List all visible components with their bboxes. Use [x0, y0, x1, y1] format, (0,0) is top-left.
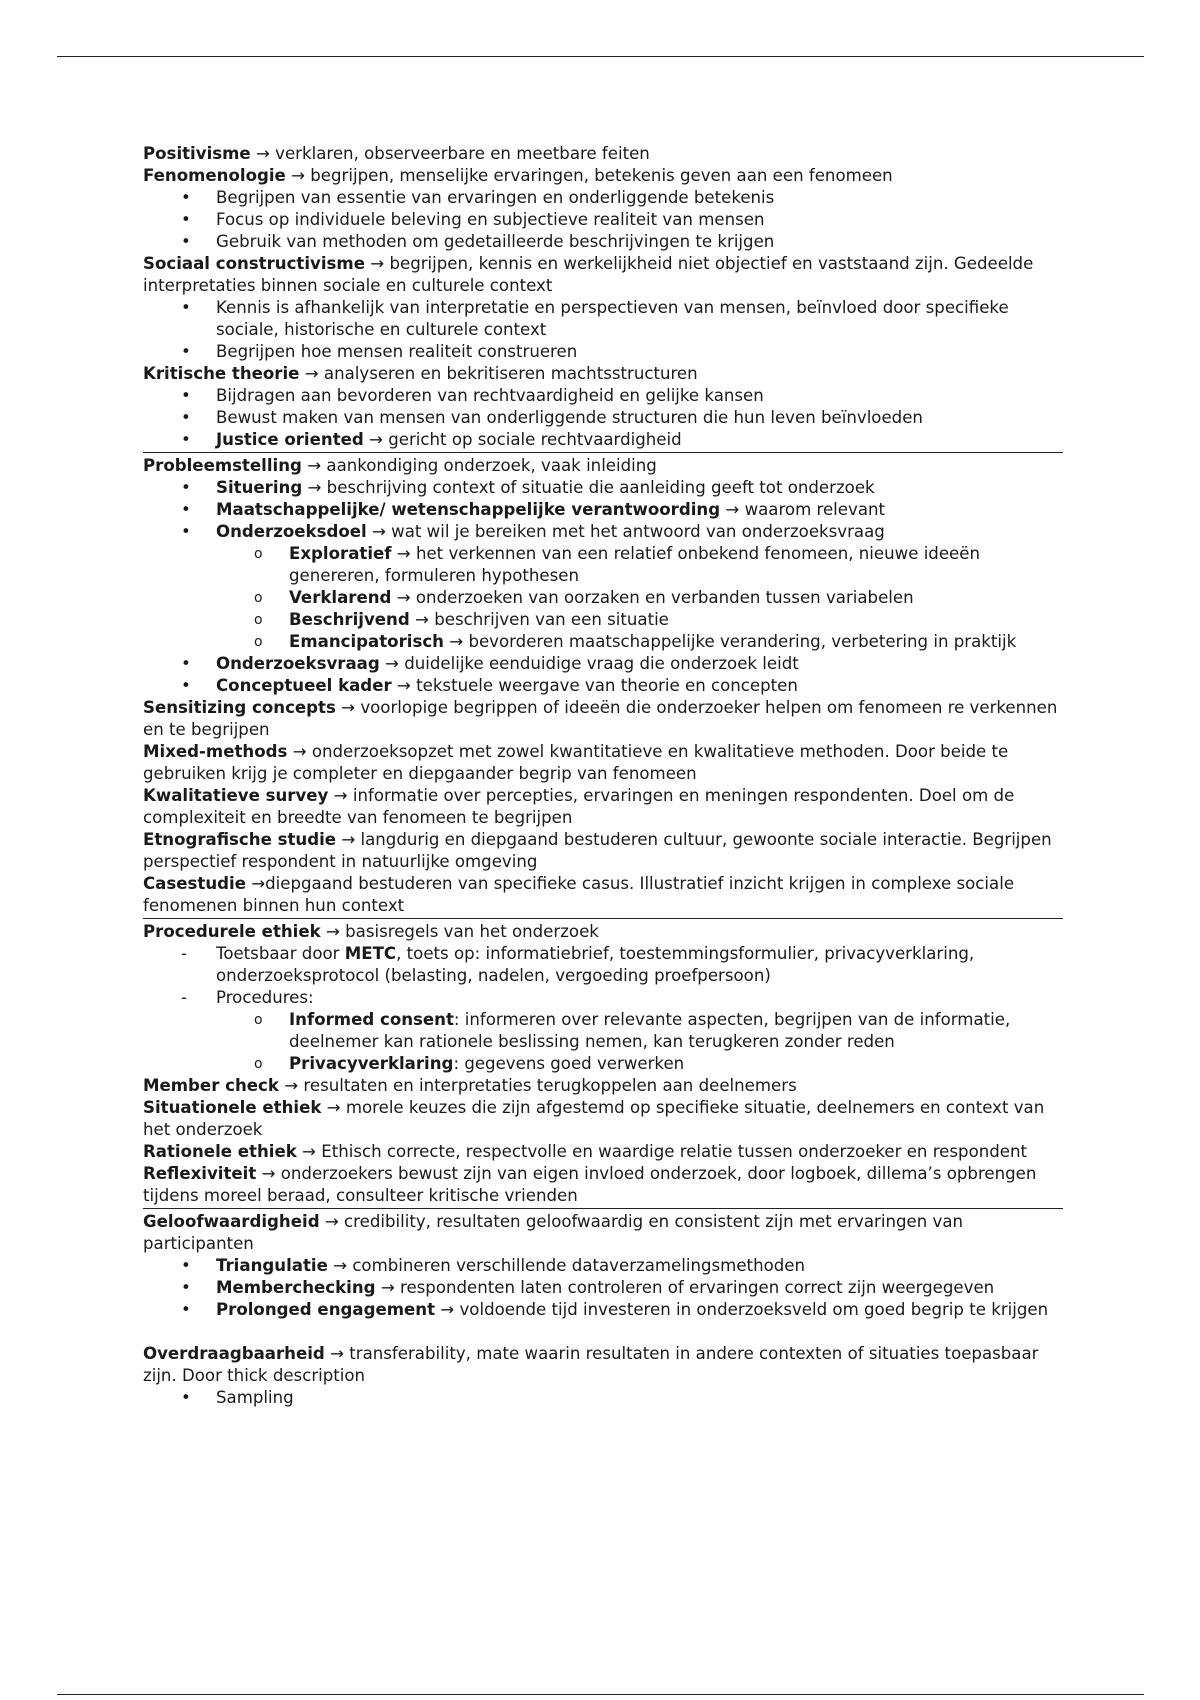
- circle-bullet-icon: o: [254, 546, 263, 562]
- bullet-icon: [181, 341, 201, 363]
- procedures-sublist: [143, 1009, 1063, 1075]
- overdraag-list: [143, 1387, 1063, 1409]
- list-item: • Onderzoeksvraag → duidelijke eenduidige vraag die onderzoek leidt: [143, 653, 1063, 675]
- def-casestudie: Casestudie →diepgaand bestuderen van specifieke casus. Illustratief inzicht krijgen in complexe sociale fenomenen binnen hun context: [143, 874, 1015, 915]
- list-item: • Kennis is afhankelijk van interpretatie en perspectieven van mensen, beïnvloed door specifieke sociale, historische en culturele context: [143, 297, 1063, 341]
- sub-list-item: o Beschrijvend → beschrijven van een situatie: [254, 610, 669, 629]
- list-item: • Prolonged engagement → voldoende tijd investeren in onderzoeksveld om goed begrip te krijgen: [143, 1299, 1063, 1321]
- bullet-icon: [181, 297, 201, 319]
- list-item: • Justice oriented → gericht op sociale rechtvaardigheid: [143, 429, 1063, 451]
- document-body: [143, 143, 1063, 1409]
- bullet-icon: [181, 1255, 201, 1277]
- bullet-icon: [181, 1387, 201, 1409]
- list-item: • Begrijpen hoe mensen realiteit construeren: [143, 341, 1063, 363]
- def-etnografische-studie: Etnografische studie → langdurig en diepgaand bestuderen cultuur, gewoonte sociale interactie. Begrijpen perspectief respondent in natuurlijke omgeving: [143, 830, 1052, 871]
- bullet-icon: [181, 653, 201, 675]
- geloof-list: [143, 1255, 1063, 1321]
- fenomenologie-list: [143, 187, 1063, 253]
- list-item: - Procedures:: [181, 988, 314, 1007]
- header-rule: [57, 56, 1144, 57]
- bullet-icon: [181, 187, 201, 209]
- circle-bullet-icon: o: [254, 634, 263, 650]
- def-member-check: Member check → resultaten en interpretaties terugkoppelen aan deelnemers: [143, 1076, 797, 1095]
- def-procedurele-ethiek: Procedurele ethiek → basisregels van het onderzoek: [143, 922, 599, 941]
- list-item: • Focus op individuele beleving en subjectieve realiteit van mensen: [143, 209, 1063, 231]
- def-sociaal-constructivisme: Sociaal constructivisme → begrijpen, kennis en werkelijkheid niet objectief en vaststaand zijn. Gedeelde interpretaties binnen sociale en culturele context: [143, 254, 1034, 295]
- def-positivisme: Positivisme → verklaren, observeerbare en meetbare feiten: [143, 144, 650, 163]
- probleem-list-cont: [143, 653, 1063, 697]
- def-situationele-ethiek: Situationele ethiek → morele keuzes die zijn afgestemd op specifieke situatie, deelnemers en context van het onderzoek: [143, 1098, 1045, 1139]
- sub-list-item: o Emancipatorisch → bevorderen maatschappelijke verandering, verbetering in praktijk: [254, 632, 1017, 651]
- list-item: • Begrijpen van essentie van ervaringen en onderliggende betekenis: [143, 187, 1063, 209]
- sociaal-list: [143, 297, 1063, 363]
- bullet-icon: [181, 1277, 201, 1299]
- procedurele-list: [143, 943, 1063, 1009]
- sub-list-item: o Privacyverklaring: gegevens goed verwerken: [254, 1054, 685, 1073]
- list-item: • Sampling: [143, 1387, 1063, 1409]
- def-geloofwaardigheid: Geloofwaardigheid → credibility, resultaten geloofwaardig en consistent zijn met ervaringen van participanten: [143, 1212, 964, 1253]
- circle-bullet-icon: o: [254, 590, 263, 606]
- def-fenomenologie: Fenomenologie → begrijpen, menselijke ervaringen, betekenis geven aan een fenomeen: [143, 166, 893, 185]
- def-probleemstelling: Probleemstelling → aankondiging onderzoek, vaak inleiding: [143, 456, 657, 475]
- sub-list-item: o Informed consent: informeren over relevante aspecten, begrijpen van de informatie, deelnemer kan rationele beslissing nemen, kan terugkeren zonder reden: [254, 1010, 1011, 1051]
- def-reflexiviteit: Reflexiviteit → onderzoekers bewust zijn van eigen invloed onderzoek, door logboek, dillema’s opbrengen tijdens moreel beraad, consulteer kritische vrienden: [143, 1164, 1037, 1205]
- bullet-icon: [181, 1299, 201, 1321]
- bullet-icon: [181, 521, 201, 543]
- bullet-icon: [181, 209, 201, 231]
- circle-bullet-icon: o: [254, 1056, 263, 1072]
- bullet-icon: [181, 499, 201, 521]
- circle-bullet-icon: o: [254, 1012, 263, 1028]
- def-sensitizing: Sensitizing concepts → voorlopige begrippen of ideeën die onderzoeker helpen om fenomeen re verkennen en te begrijpen: [143, 698, 1058, 739]
- list-item: • Triangulatie → combineren verschillende dataverzamelingsmethoden: [143, 1255, 1063, 1277]
- section-ethics: [143, 921, 1063, 1209]
- def-overdraagbaarheid: Overdraagbaarheid → transferability, mate waarin resultaten in andere contexten of situaties toepasbaar zijn. Door thick description: [143, 1344, 1039, 1385]
- list-item: • Bewust maken van mensen van onderliggende structuren die hun leven beïnvloeden: [143, 407, 1063, 429]
- bullet-icon: [181, 385, 201, 407]
- list-item: - Toetsbaar door METC, toets op: informatiebrief, toestemmingsformulier, privacyverklaring, onderzoeksprotocol (belasting, nadelen, vergoeding proefpersoon): [181, 944, 975, 985]
- sub-list-item: o Exploratief → het verkennen van een relatief onbekend fenomeen, nieuwe ideeën genereren, formuleren hypothesen: [254, 544, 980, 585]
- bullet-icon: [181, 407, 201, 429]
- def-mixed-methods: Mixed-methods → onderzoeksopzet met zowel kwantitatieve en kwalitatieve methoden. Door beide te gebruiken krijg je completer en diepgaander begrip van fenomeen: [143, 742, 1009, 783]
- list-item: • Maatschappelijke/ wetenschappelijke verantwoording → waarom relevant: [143, 499, 1063, 521]
- list-item: • Memberchecking → respondenten laten controleren of ervaringen correct zijn weergegeven: [143, 1277, 1063, 1299]
- footer-rule: [57, 1694, 1144, 1695]
- onderzoeksdoel-sublist: [143, 543, 1063, 653]
- dash-bullet-icon: -: [181, 944, 187, 963]
- list-item: • Bijdragen aan bevorderen van rechtvaardigheid en gelijke kansen: [143, 385, 1063, 407]
- bullet-icon: [181, 231, 201, 253]
- sub-list-item: o Verklarend → onderzoeken van oorzaken en verbanden tussen variabelen: [254, 588, 914, 607]
- bullet-icon: [181, 429, 201, 451]
- def-kritische-theorie: Kritische theorie → analyseren en bekritiseren machtsstructuren: [143, 364, 698, 383]
- circle-bullet-icon: o: [254, 612, 263, 628]
- list-item: • Gebruik van methoden om gedetailleerde beschrijvingen te krijgen: [143, 231, 1063, 253]
- section-research-design: [143, 455, 1063, 919]
- section-quality: [143, 1211, 1063, 1409]
- kritisch-list: [143, 385, 1063, 451]
- blank-line: [143, 1321, 1063, 1343]
- bullet-icon: [181, 477, 201, 499]
- probleem-list: [143, 477, 1063, 543]
- list-item: • Situering → beschrijving context of situatie die aanleiding geeft tot onderzoek: [143, 477, 1063, 499]
- section-paradigms: [143, 143, 1063, 453]
- def-kwalitatieve-survey: Kwalitatieve survey → informatie over percepties, ervaringen en meningen respondenten. Doel om de complexiteit en breedte van fenomeen te begrijpen: [143, 786, 1015, 827]
- list-item: • Onderzoeksdoel → wat wil je bereiken met het antwoord van onderzoeksvraag: [143, 521, 1063, 543]
- list-item: • Conceptueel kader → tekstuele weergave van theorie en concepten: [143, 675, 1063, 697]
- def-rationele-ethiek: Rationele ethiek → Ethisch correcte, respectvolle en waardige relatie tussen onderzoeker en respondent: [143, 1142, 1028, 1161]
- dash-bullet-icon: -: [181, 988, 187, 1007]
- bullet-icon: [181, 675, 201, 697]
